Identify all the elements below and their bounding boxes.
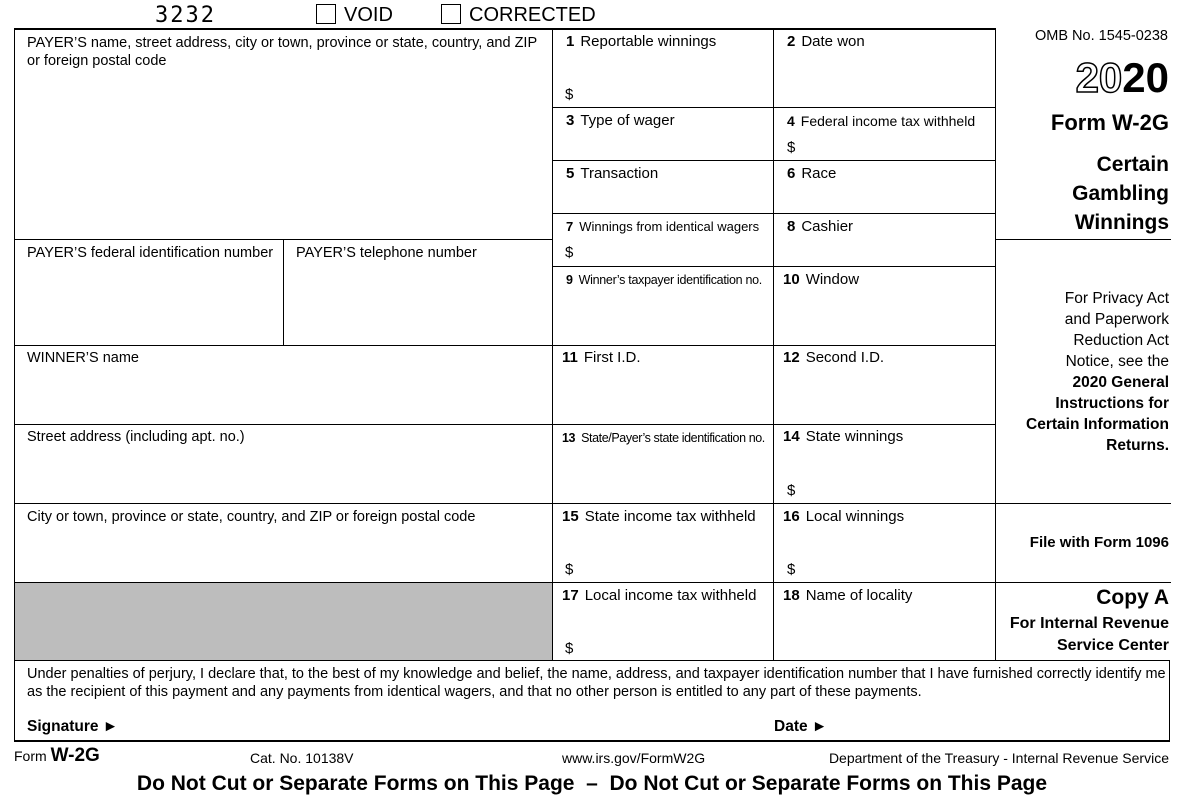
box-10-text: Window <box>805 271 860 288</box>
street-address-field[interactable] <box>16 448 550 502</box>
box-13-number: 13 <box>562 431 576 445</box>
payer-phone-field[interactable] <box>285 264 551 344</box>
corrected-checkbox[interactable] <box>441 4 596 27</box>
box-12-field[interactable] <box>775 369 993 423</box>
box-5-label <box>566 165 658 183</box>
corrected-checkbox-box[interactable] <box>441 4 461 24</box>
box-4-field[interactable] <box>800 131 993 159</box>
box-3-field[interactable] <box>554 131 771 159</box>
box-7-label <box>566 218 759 236</box>
box-12-text: Second I.D. <box>805 349 885 366</box>
privacy-line-4: Notice, see the <box>1065 353 1169 370</box>
subtitle-line-2: Gambling <box>1072 182 1169 205</box>
file-with-label: File with Form 1096 <box>1029 534 1169 551</box>
copy-subtitle <box>1010 613 1169 657</box>
payer-fed-id-field[interactable] <box>16 264 281 344</box>
copy-sub-line-1: For Internal Revenue <box>1009 615 1169 632</box>
box-2-text: Date won <box>801 33 865 50</box>
box-4-number: 4 <box>787 113 795 129</box>
copy-label: Copy A <box>1096 586 1169 609</box>
box-8-field[interactable] <box>775 237 993 265</box>
box-6-text: Race <box>801 165 837 182</box>
box-7-number: 7 <box>566 219 574 234</box>
box-4-dollar: $ <box>787 139 796 156</box>
box-4-label <box>787 112 975 130</box>
box-8-text: Cashier <box>801 218 854 235</box>
box-8-number: 8 <box>787 218 796 235</box>
omb-number: OMB No. 1545-0238 <box>1035 28 1168 44</box>
box-11-label <box>562 349 641 367</box>
box-11-text: First I.D. <box>583 349 641 366</box>
footer-form-name <box>14 745 100 767</box>
irs-url: www.irs.gov/FormW2G <box>562 750 706 766</box>
street-address-label: Street address (including apt. no.) <box>27 429 245 445</box>
box-16-text: Local winnings <box>805 508 905 525</box>
subtitle-line-3: Winnings <box>1074 211 1169 234</box>
privacy-line-8: Returns. <box>1106 437 1169 454</box>
shaded-box <box>15 583 552 660</box>
perjury-statement: Under penalties of perjury, I declare that, to the best of my knowledge and belief, the name, address, and taxpayer identification number that I have furnished correctly identify me as the recipient of this payment and any payments from identical wagers, and that no other person is entitled to any part of these payments. <box>27 666 1166 700</box>
box-9-label <box>566 271 762 289</box>
box-16-number: 16 <box>783 508 800 525</box>
box-17-text: Local income tax withheld <box>584 587 757 604</box>
box-12-label <box>783 349 884 367</box>
box-1-label <box>566 33 716 51</box>
box-18-text: Name of locality <box>805 587 913 604</box>
payer-name-field[interactable] <box>16 70 550 238</box>
box-12-number: 12 <box>783 349 800 366</box>
box-13-text: State/Payer’s state identification no. <box>581 431 765 445</box>
privacy-line-7: Certain Information <box>1026 416 1169 433</box>
privacy-line-6: Instructions for <box>1055 395 1169 412</box>
tax-year <box>1076 54 1169 102</box>
box-5-field[interactable] <box>554 184 771 212</box>
box-10-field[interactable] <box>775 290 993 344</box>
payer-name-label: PAYER’S name, street address, city or town, province or state, country, and ZIP or foreign postal code <box>27 35 537 69</box>
box-2-field[interactable] <box>775 55 993 105</box>
box-1-text: Reportable winnings <box>580 33 717 50</box>
privacy-line-5: 2020 General <box>1072 374 1169 391</box>
box-18-number: 18 <box>783 587 800 604</box>
payer-phone-label: PAYER’S telephone number <box>296 245 477 261</box>
box-14-label <box>783 428 903 446</box>
corrected-label: CORRECTED <box>469 4 596 26</box>
privacy-line-2: and Paperwork <box>1064 311 1169 328</box>
box-11-field[interactable] <box>554 369 771 423</box>
box-13-field[interactable] <box>554 448 771 502</box>
box-14-dollar: $ <box>787 482 796 499</box>
box-16-label <box>783 508 904 526</box>
form-code: 3232 <box>155 3 216 28</box>
void-checkbox[interactable] <box>316 4 393 27</box>
box-17-field[interactable] <box>578 607 770 659</box>
payer-fed-id-label: PAYER’S federal identification number <box>27 245 274 261</box>
box-9-text: Winner’s taxpayer identification no. <box>578 273 762 287</box>
void-checkbox-box[interactable] <box>316 4 336 24</box>
box-11-number: 11 <box>562 349 578 366</box>
box-14-number: 14 <box>783 428 800 445</box>
box-3-text: Type of wager <box>580 112 675 129</box>
box-7-text: Winnings from identical wagers <box>579 219 760 234</box>
subtitle-line-1: Certain <box>1096 153 1169 176</box>
box-13-label <box>562 429 765 447</box>
cat-number: Cat. No. 10138V <box>250 750 354 766</box>
do-not-cut-notice: Do Not Cut or Separate Forms on This Page – Do Not Cut or Separate Forms on This Page <box>136 772 1048 795</box>
winner-name-label: WINNER’S name <box>27 350 139 366</box>
signature-label: Signature ► <box>27 718 119 735</box>
date-label: Date ► <box>774 718 828 735</box>
box-4-text: Federal income tax withheld <box>800 113 976 129</box>
box-8-label <box>787 218 853 236</box>
box-10-number: 10 <box>783 271 800 288</box>
copy-sub-line-2: Service Center <box>1056 637 1169 654</box>
box-15-field[interactable] <box>578 528 770 581</box>
box-15-label <box>562 508 756 526</box>
box-2-label <box>787 33 865 51</box>
box-7-dollar: $ <box>565 244 574 261</box>
box-9-field[interactable] <box>554 290 771 344</box>
box-14-text: State winnings <box>805 428 904 445</box>
privacy-line-1: For Privacy Act <box>1064 290 1169 307</box>
box-5-number: 5 <box>566 165 575 182</box>
form-title: Form W-2G <box>1050 110 1169 135</box>
box-2-number: 2 <box>787 33 796 50</box>
box-6-number: 6 <box>787 165 796 182</box>
box-10-label <box>783 271 859 289</box>
box-18-label <box>783 587 912 605</box>
box-17-dollar: $ <box>565 640 574 657</box>
form-subtitle <box>1072 150 1169 237</box>
box-1-field[interactable] <box>578 55 770 105</box>
void-label: VOID <box>344 4 393 26</box>
box-14-field[interactable] <box>800 448 993 502</box>
footer-form-prefix: Form <box>14 748 47 764</box>
box-5-text: Transaction <box>580 165 659 182</box>
footer-form-id: W-2G <box>50 745 100 766</box>
box-6-label <box>787 165 836 183</box>
box-15-number: 15 <box>562 508 579 525</box>
box-1-number: 1 <box>566 33 575 50</box>
tax-year-bold: 20 <box>1122 54 1169 101</box>
privacy-notice <box>1026 288 1169 456</box>
box-17-number: 17 <box>562 587 579 604</box>
date-field[interactable] <box>840 712 1165 738</box>
tax-year-outline: 20 <box>1075 54 1123 101</box>
box-16-field[interactable] <box>800 528 993 581</box>
city-label: City or town, province or state, country, and ZIP or foreign postal code <box>27 509 476 525</box>
winner-name-field[interactable] <box>16 369 550 423</box>
box-16-dollar: $ <box>787 561 796 578</box>
city-field[interactable] <box>16 528 550 581</box>
department-label: Department of the Treasury - Internal Revenue Service <box>828 750 1169 766</box>
box-7-field[interactable] <box>578 237 770 265</box>
signature-field[interactable] <box>130 712 760 738</box>
box-6-field[interactable] <box>775 184 993 212</box>
box-1-dollar: $ <box>565 86 574 103</box>
privacy-line-3: Reduction Act <box>1073 332 1169 349</box>
box-3-label <box>566 112 675 130</box>
box-3-number: 3 <box>566 112 575 129</box>
box-17-label <box>562 587 756 605</box>
box-9-number: 9 <box>566 273 573 287</box>
box-15-text: State income tax withheld <box>584 508 756 525</box>
box-15-dollar: $ <box>565 561 574 578</box>
box-18-field[interactable] <box>775 607 993 659</box>
